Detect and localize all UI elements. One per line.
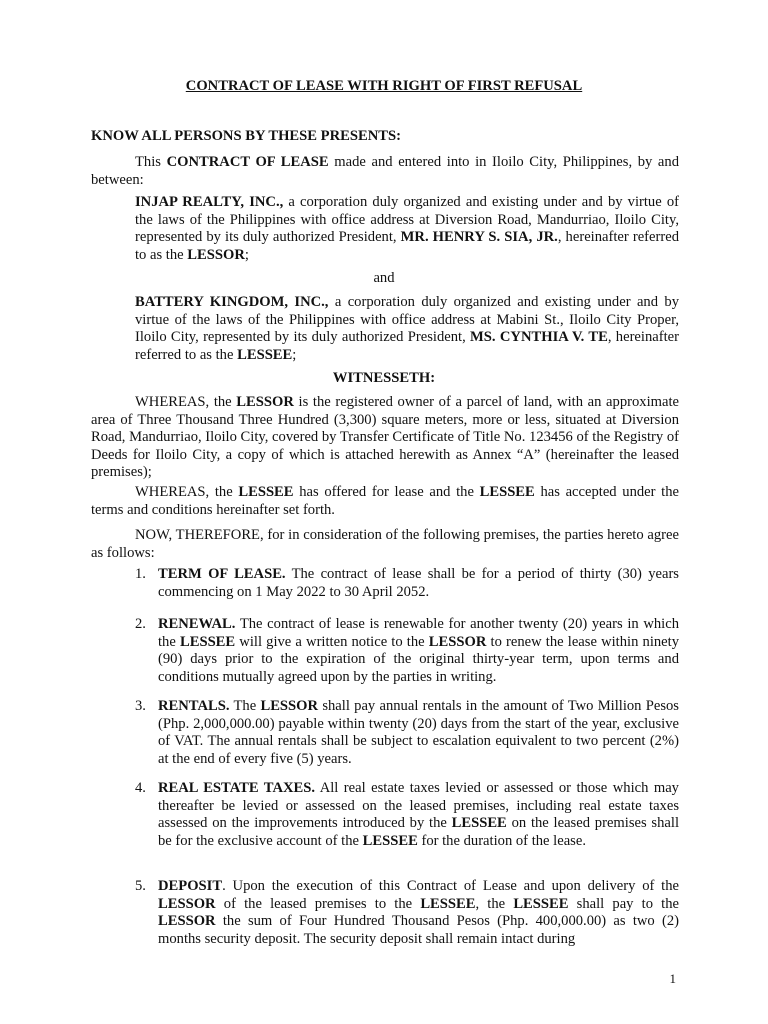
- clause-party-term: LESSOR: [158, 895, 216, 912]
- clause-party-term: LESSOR: [260, 698, 319, 714]
- clause-heading: RENTALS.: [158, 698, 230, 714]
- clause-party-term: LESSEE: [451, 815, 507, 832]
- clause-body-text: shall pay annual rentals in the amount of Two Million Pesos (Php. 2,000,000.00) payable within twenty (20) days from the start of the year, exclusive of VAT. The annual rentals shall be subject to escalation equivalent to two percent (2%) at the end of every five (5) years.: [158, 698, 679, 767]
- clause-number: 5.: [135, 878, 146, 894]
- lessee-party-paragraph: [135, 294, 679, 364]
- clause-item: [135, 698, 679, 768]
- whereas2-text: WHEREAS, the: [135, 484, 239, 500]
- clause-body-text: , the: [475, 895, 514, 912]
- intro-text: This: [135, 154, 167, 170]
- clause-heading: REAL ESTATE TAXES.: [158, 780, 316, 796]
- document-title: CONTRACT OF LEASE WITH RIGHT OF FIRST REFUSAL: [185, 78, 583, 94]
- clause-body-text: the sum of Four Hundred Thousand Pesos (Php. 400,000.00) as two (2) months security deposit. The security deposit shall remain intact during: [158, 913, 679, 947]
- clause-item: [135, 878, 679, 948]
- clause-number: 3.: [135, 698, 146, 714]
- clause-body-text: The contract of lease is renewable for another twenty (20) years in which the: [158, 616, 679, 650]
- lessee-representative: MS. CYNTHIA V. TE: [470, 329, 608, 346]
- clause-text: [158, 780, 679, 850]
- intro-text-end: made and entered into in Iloilo City, Philippines, by and between:: [91, 154, 679, 188]
- clause-number: 4.: [135, 780, 146, 796]
- lessor-role: LESSOR: [187, 246, 245, 263]
- intro-paragraph: [91, 154, 679, 189]
- clause-body-text: of the leased premises to the: [215, 895, 421, 912]
- now-therefore-paragraph: NOW, THEREFORE, for in consideration of the following premises, the parties hereto agree as follows:: [91, 527, 679, 561]
- clause-body-text: shall pay to the: [568, 895, 679, 912]
- clause-item: [135, 780, 679, 850]
- clause-party-term: LESSEE: [420, 895, 476, 912]
- lessee-name: BATTERY KINGDOM, INC.,: [135, 294, 329, 310]
- page-number: 1: [669, 971, 676, 986]
- lessor-name: INJAP REALTY, INC.,: [135, 194, 284, 210]
- whereas2-bold-2: LESSEE: [479, 484, 535, 500]
- clause-text: [158, 566, 679, 601]
- lessee-role: LESSEE: [237, 346, 293, 363]
- clause-body-text: The contract of lease shall be for a period of thirty (30) years commencing on 1 May 2022 to 30 April 2052.: [158, 566, 679, 600]
- lessee-text-2: , hereinafter referred to as the: [135, 329, 679, 363]
- clause-body-text: on the leased premises shall be for the exclusive account of the: [158, 815, 679, 849]
- lessor-party-paragraph: [135, 194, 679, 264]
- lessor-text-2: , hereinafter referred to as the: [135, 229, 680, 263]
- whereas1-bold: LESSOR: [236, 394, 294, 410]
- clause-party-term: LESSEE: [179, 633, 236, 650]
- lessee-text: a corporation duly organized and existing under and by virtue of the laws of the Philippines with office address at Mabini St., Iloilo City Proper, Iloilo City, represented by its duly authorized President,: [135, 294, 679, 346]
- whereas2-bold-1: LESSEE: [238, 484, 294, 500]
- whereas1-text: WHEREAS, the: [135, 394, 237, 410]
- clause-party-term: LESSEE: [513, 895, 569, 912]
- clause-number: 1.: [135, 566, 146, 582]
- clause-text: [158, 616, 679, 686]
- intro-bold: CONTRACT OF LEASE: [166, 154, 329, 170]
- lessor-text: a corporation duly organized and existing under and by virtue of the laws of the Philippines with office address at Diversion Road, Mandurriao, Iloilo City, represented by its duly authorized President,: [135, 194, 679, 246]
- witnesseth-heading: WITNESSETH:: [332, 370, 436, 386]
- whereas-paragraph-2: [91, 484, 679, 519]
- clause-body-text: will give a written notice to the: [235, 633, 429, 650]
- clause-party-term: LESSOR: [428, 633, 487, 650]
- whereas2-text-end: has accepted under the terms and conditions hereinafter set forth.: [91, 484, 679, 518]
- clause-text: [158, 698, 679, 768]
- clause-heading: RENEWAL.: [158, 616, 236, 632]
- clause-party-term: LESSEE: [362, 832, 418, 849]
- clause-body-text: The: [229, 698, 261, 714]
- clause-body-text: to renew the lease within ninety (90) days prior to the expiration of the original thirty-year term, upon terms and conditions mutually agreed upon by the parties in writing.: [158, 633, 679, 685]
- lessee-end: ;: [292, 346, 297, 363]
- clause-body-text: All real estate taxes levied or assessed or those which may thereafter be levied or assessed on the leased premises, including real estate taxes assessed on the improvements introduced by the: [158, 780, 679, 832]
- clause-body-text: . Upon the execution of this Contract of Lease and upon delivery of the: [222, 878, 679, 894]
- clause-text: [158, 878, 679, 948]
- lessor-end: ;: [244, 246, 249, 263]
- opening-heading: KNOW ALL PERSONS BY THESE PRESENTS:: [91, 128, 401, 144]
- whereas-paragraph-1: [91, 394, 679, 482]
- clause-item: [135, 616, 679, 686]
- clause-heading: TERM OF LEASE.: [158, 566, 286, 582]
- whereas1-text-end: is the registered owner of a parcel of land, with an approximate area of Three Thousand Three Hundred (3,300) square meters, more or less, situated at Diversion Road, Mandurriao, Iloilo City, covered by Transfer Certificate of Title No. 123456 of the Registry of Deeds for Iloilo City, a copy of which is attached herewith as Annex “A” (hereinafter the leased premises);: [91, 394, 680, 481]
- clause-body-text: for the duration of the lease.: [417, 832, 586, 849]
- whereas2-text-mid: has offered for lease and the: [293, 484, 480, 500]
- clause-heading: DEPOSIT: [158, 878, 223, 894]
- clause-number: 2.: [135, 616, 146, 632]
- clause-item: [135, 566, 679, 601]
- clause-party-term: LESSOR: [158, 913, 216, 930]
- lessor-representative: MR. HENRY S. SIA, JR.: [400, 229, 558, 246]
- and-separator: and: [373, 270, 395, 286]
